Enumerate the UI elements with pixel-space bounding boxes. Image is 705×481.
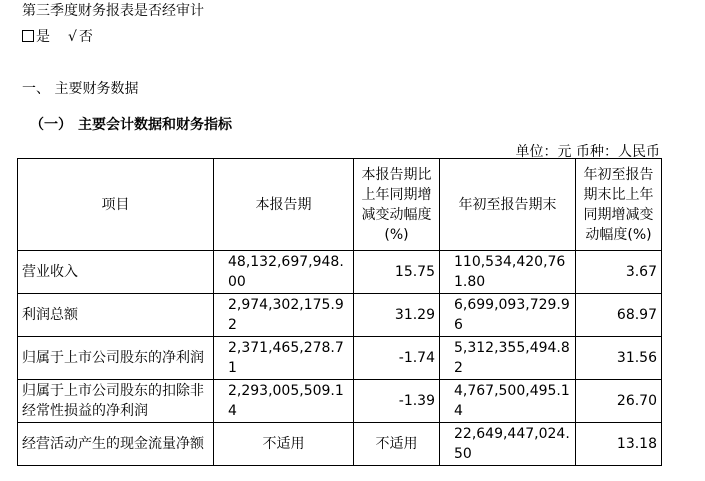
financial-indicators-table [17,158,662,466]
header-current-period: 本报告期 [214,159,354,251]
cell-item: 归属于上市公司股东的扣除非经常性损益的净利润 [18,380,214,423]
cell-ytd: 110,534,420,761.80 [440,251,576,294]
cell-ytd: 4,767,500,495.14 [440,380,576,423]
subsection-label: 主要会计数据和财务指标 [78,117,232,133]
cell-current: 2,974,302,175.92 [214,294,354,337]
cell-current-change: 不适用 [354,423,440,466]
unit-currency-note: 单位：元 币种：人民币 [515,144,660,160]
cell-ytd: 22,649,447,024.50 [440,423,576,466]
cell-item: 营业收入 [18,251,214,294]
header-item: 项目 [18,159,214,251]
cell-current: 2,293,005,509.14 [214,380,354,423]
cell-current-change: 31.29 [354,294,440,337]
table-row [18,423,662,466]
cell-ytd: 6,699,093,729.96 [440,294,576,337]
option-no-label: 否 [78,29,93,45]
cell-ytd-change: 13.18 [576,423,662,466]
table-row [18,337,662,380]
table-row [18,251,662,294]
audit-options [22,28,93,46]
cell-ytd: 5,312,355,494.82 [440,337,576,380]
cell-ytd-change: 31.56 [576,337,662,380]
cell-ytd-change: 26.70 [576,380,662,423]
cell-item: 利润总额 [18,294,214,337]
header-ytd-change: 年初至报告期末比上年同期增减变动幅度(%) [576,159,662,251]
subsection-number: （一） [30,117,72,133]
checkbox-yes[interactable] [22,30,34,42]
header-ytd: 年初至报告期末 [440,159,576,251]
subsection-title [30,116,232,134]
cell-current-change: -1.39 [354,380,440,423]
option-yes-label: 是 [36,29,50,45]
cell-current-change: 15.75 [354,251,440,294]
table-header-row [18,159,662,251]
check-mark-icon: √ [68,29,77,45]
audit-question: 第三季度财务报表是否经审计 [22,3,204,19]
table-row [18,294,662,337]
cell-item: 归属于上市公司股东的净利润 [18,337,214,380]
section-title-financial-data: 一、 主要财务数据 [22,81,139,97]
cell-ytd-change: 3.67 [576,251,662,294]
cell-current-change: -1.74 [354,337,440,380]
cell-current: 48,132,697,948.00 [214,251,354,294]
cell-current: 不适用 [214,423,354,466]
header-current-change: 本报告期比上年同期增减变动幅度(%) [354,159,440,251]
cell-current: 2,371,465,278.71 [214,337,354,380]
cell-ytd-change: 68.97 [576,294,662,337]
table-row [18,380,662,423]
cell-item: 经营活动产生的现金流量净额 [18,423,214,466]
